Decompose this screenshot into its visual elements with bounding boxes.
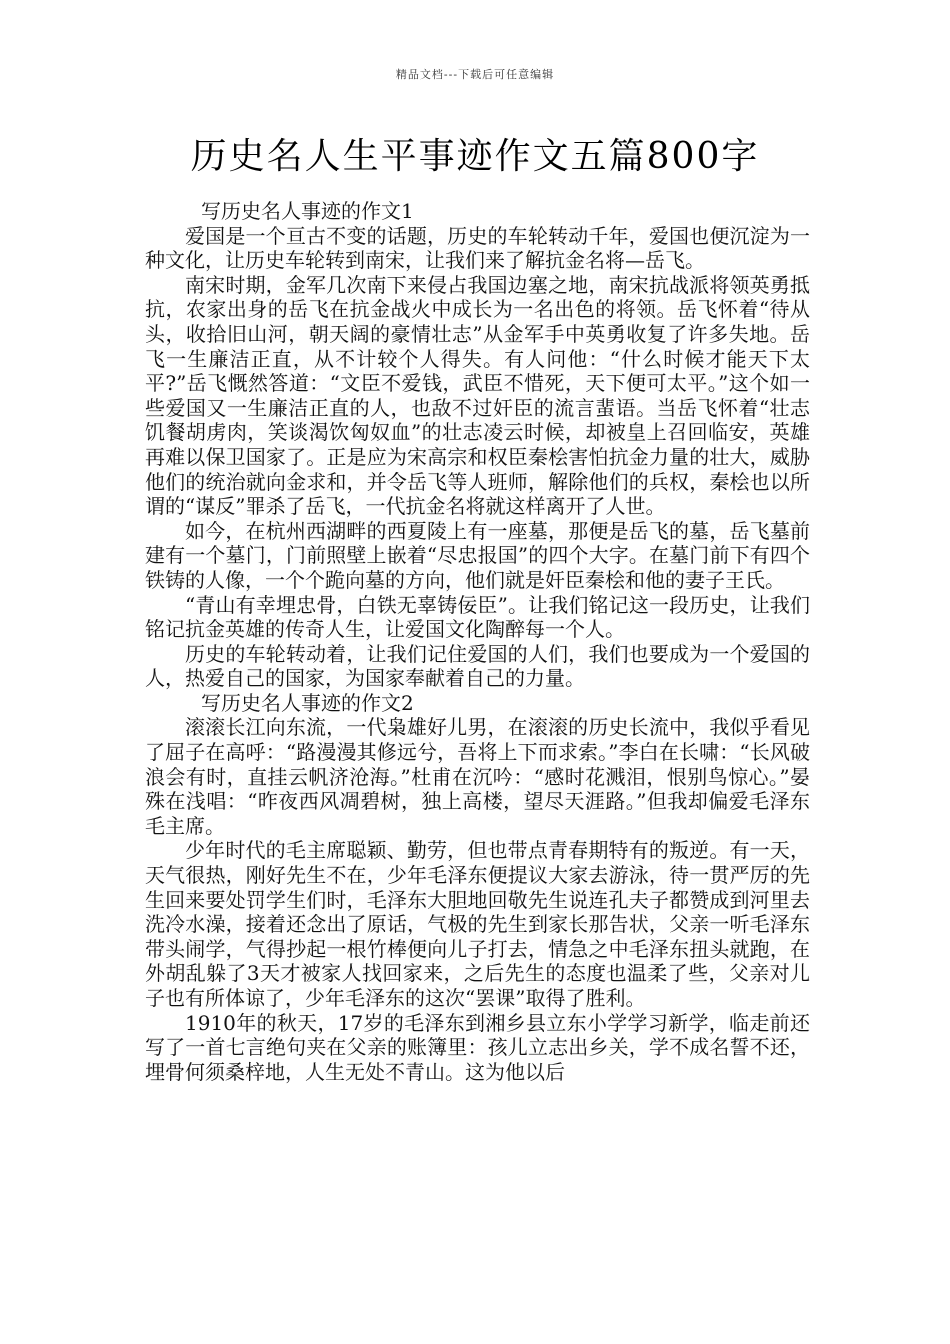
body-paragraph: 滚滚长江向东流，一代枭雄好儿男，在滚滚的历史长流中，我似乎看见了屈子在高呼：“路漫漫其修远兮，吾将上下而求索。”李白在长啸：“长风破浪会有时，直挂云帆济沧海。”杜甫在沉吟：“感时花溅泪，恨别鸟惊心。”晏殊在浅唱：“昨夜西风凋碧树，独上高楼，望尽天涯路。”但我却偏爱毛泽东毛主席。 bbox=[145, 715, 810, 838]
section-heading: 写历史名人事迹的作文1 bbox=[201, 199, 414, 223]
body-paragraph: 如今，在杭州西湖畔的西夏陵上有一座墓，那便是岳飞的墓，岳飞墓前建有一个墓门，门前照壁上嵌着“尽忠报国”的四个大字。在墓门前下有四个铁铸的人像，一个个跪向墓的方向，他们就是奸臣秦桧和他的妻子王氏。 bbox=[145, 518, 810, 592]
section-heading: 写历史名人事迹的作文2 bbox=[201, 690, 414, 715]
page-header: 精品文档---下载后可任意编辑 bbox=[395, 68, 555, 81]
body-paragraph: 爱国是一个亘古不变的话题，历史的车轮转动千年，爱国也便沉淀为一种文化，让历史车轮转到南宋，让我们来了解抗金名将—岳飞。 bbox=[145, 223, 810, 273]
body-paragraph: 历史的车轮转动着，让我们记住爱国的人们，我们也要成为一个爱国的人，热爱自己的国家，为国家奉献着自己的力量。 bbox=[145, 641, 810, 691]
document-body bbox=[145, 199, 810, 1084]
body-paragraph: 南宋时期，金军几次南下来侵占我国边塞之地，南宋抗战派将领英勇抵抗，农家出身的岳飞在抗金战火中成长为一名出色的将领。岳飞怀着“待从头，收拾旧山河，朝天阔的豪情壮志”从金军手中英勇收复了许多失地。岳飞一生廉洁正直，从不计较个人得失。有人问他：“什么时候才能天下太平?”岳飞慨然答道：“文臣不爱钱，武臣不惜死，天下便可太平。”这个如一些爱国又一生廉洁正直的人，也敌不过奸臣的流言蜚语。当岳飞怀着“壮志饥餐胡虏肉，笑谈渴饮匈奴血”的壮志凌云时候，却被皇上召回临安，英雄再难以保卫国家了。正是应为宋高宗和权臣秦桧害怕抗金力量的壮大，威胁他们的统治就向金求和，并令岳飞等人班师，解除他们的兵权，秦桧也以所谓的“谋反”罪杀了岳飞，一代抗金名将就这样离开了人世。 bbox=[145, 272, 810, 519]
body-paragraph: 少年时代的毛主席聪颖、勤劳，但也带点青春期特有的叛逆。有一天，天气很热，刚好先生不在，少年毛泽东便提议大家去游泳，待一贯严厉的先生回来要处罚学生们时，毛泽东大胆地回敬先生说连孔夫子都赞成到河里去洗冷水澡，接着还念出了原话，气极的先生到家长那告状，父亲一听毛泽东带头闹学，气得抄起一根竹棒便向儿子打去，情急之中毛泽东扭头就跑，在外胡乱躲了3天才被家人找回家来，之后先生的态度也温柔了些，父亲对儿子也有所体谅了，少年毛泽东的这次“罢课”取得了胜利。 bbox=[145, 838, 810, 1010]
body-paragraph: 1910年的秋天，17岁的毛泽东到湘乡县立东小学学习新学，临走前还写了一首七言绝句夹在父亲的账簿里：孩儿立志出乡关，学不成名誓不还，埋骨何须桑梓地，人生无处不青山。这为他以后 bbox=[145, 1010, 810, 1084]
body-paragraph: “青山有幸埋忠骨，白铁无辜铸佞臣”。让我们铭记这一段历史，让我们铭记抗金英雄的传奇人生，让爱国文化陶醉每一个人。 bbox=[145, 592, 810, 642]
document-title: 历史名人生平事迹作文五篇800字 bbox=[190, 136, 760, 177]
